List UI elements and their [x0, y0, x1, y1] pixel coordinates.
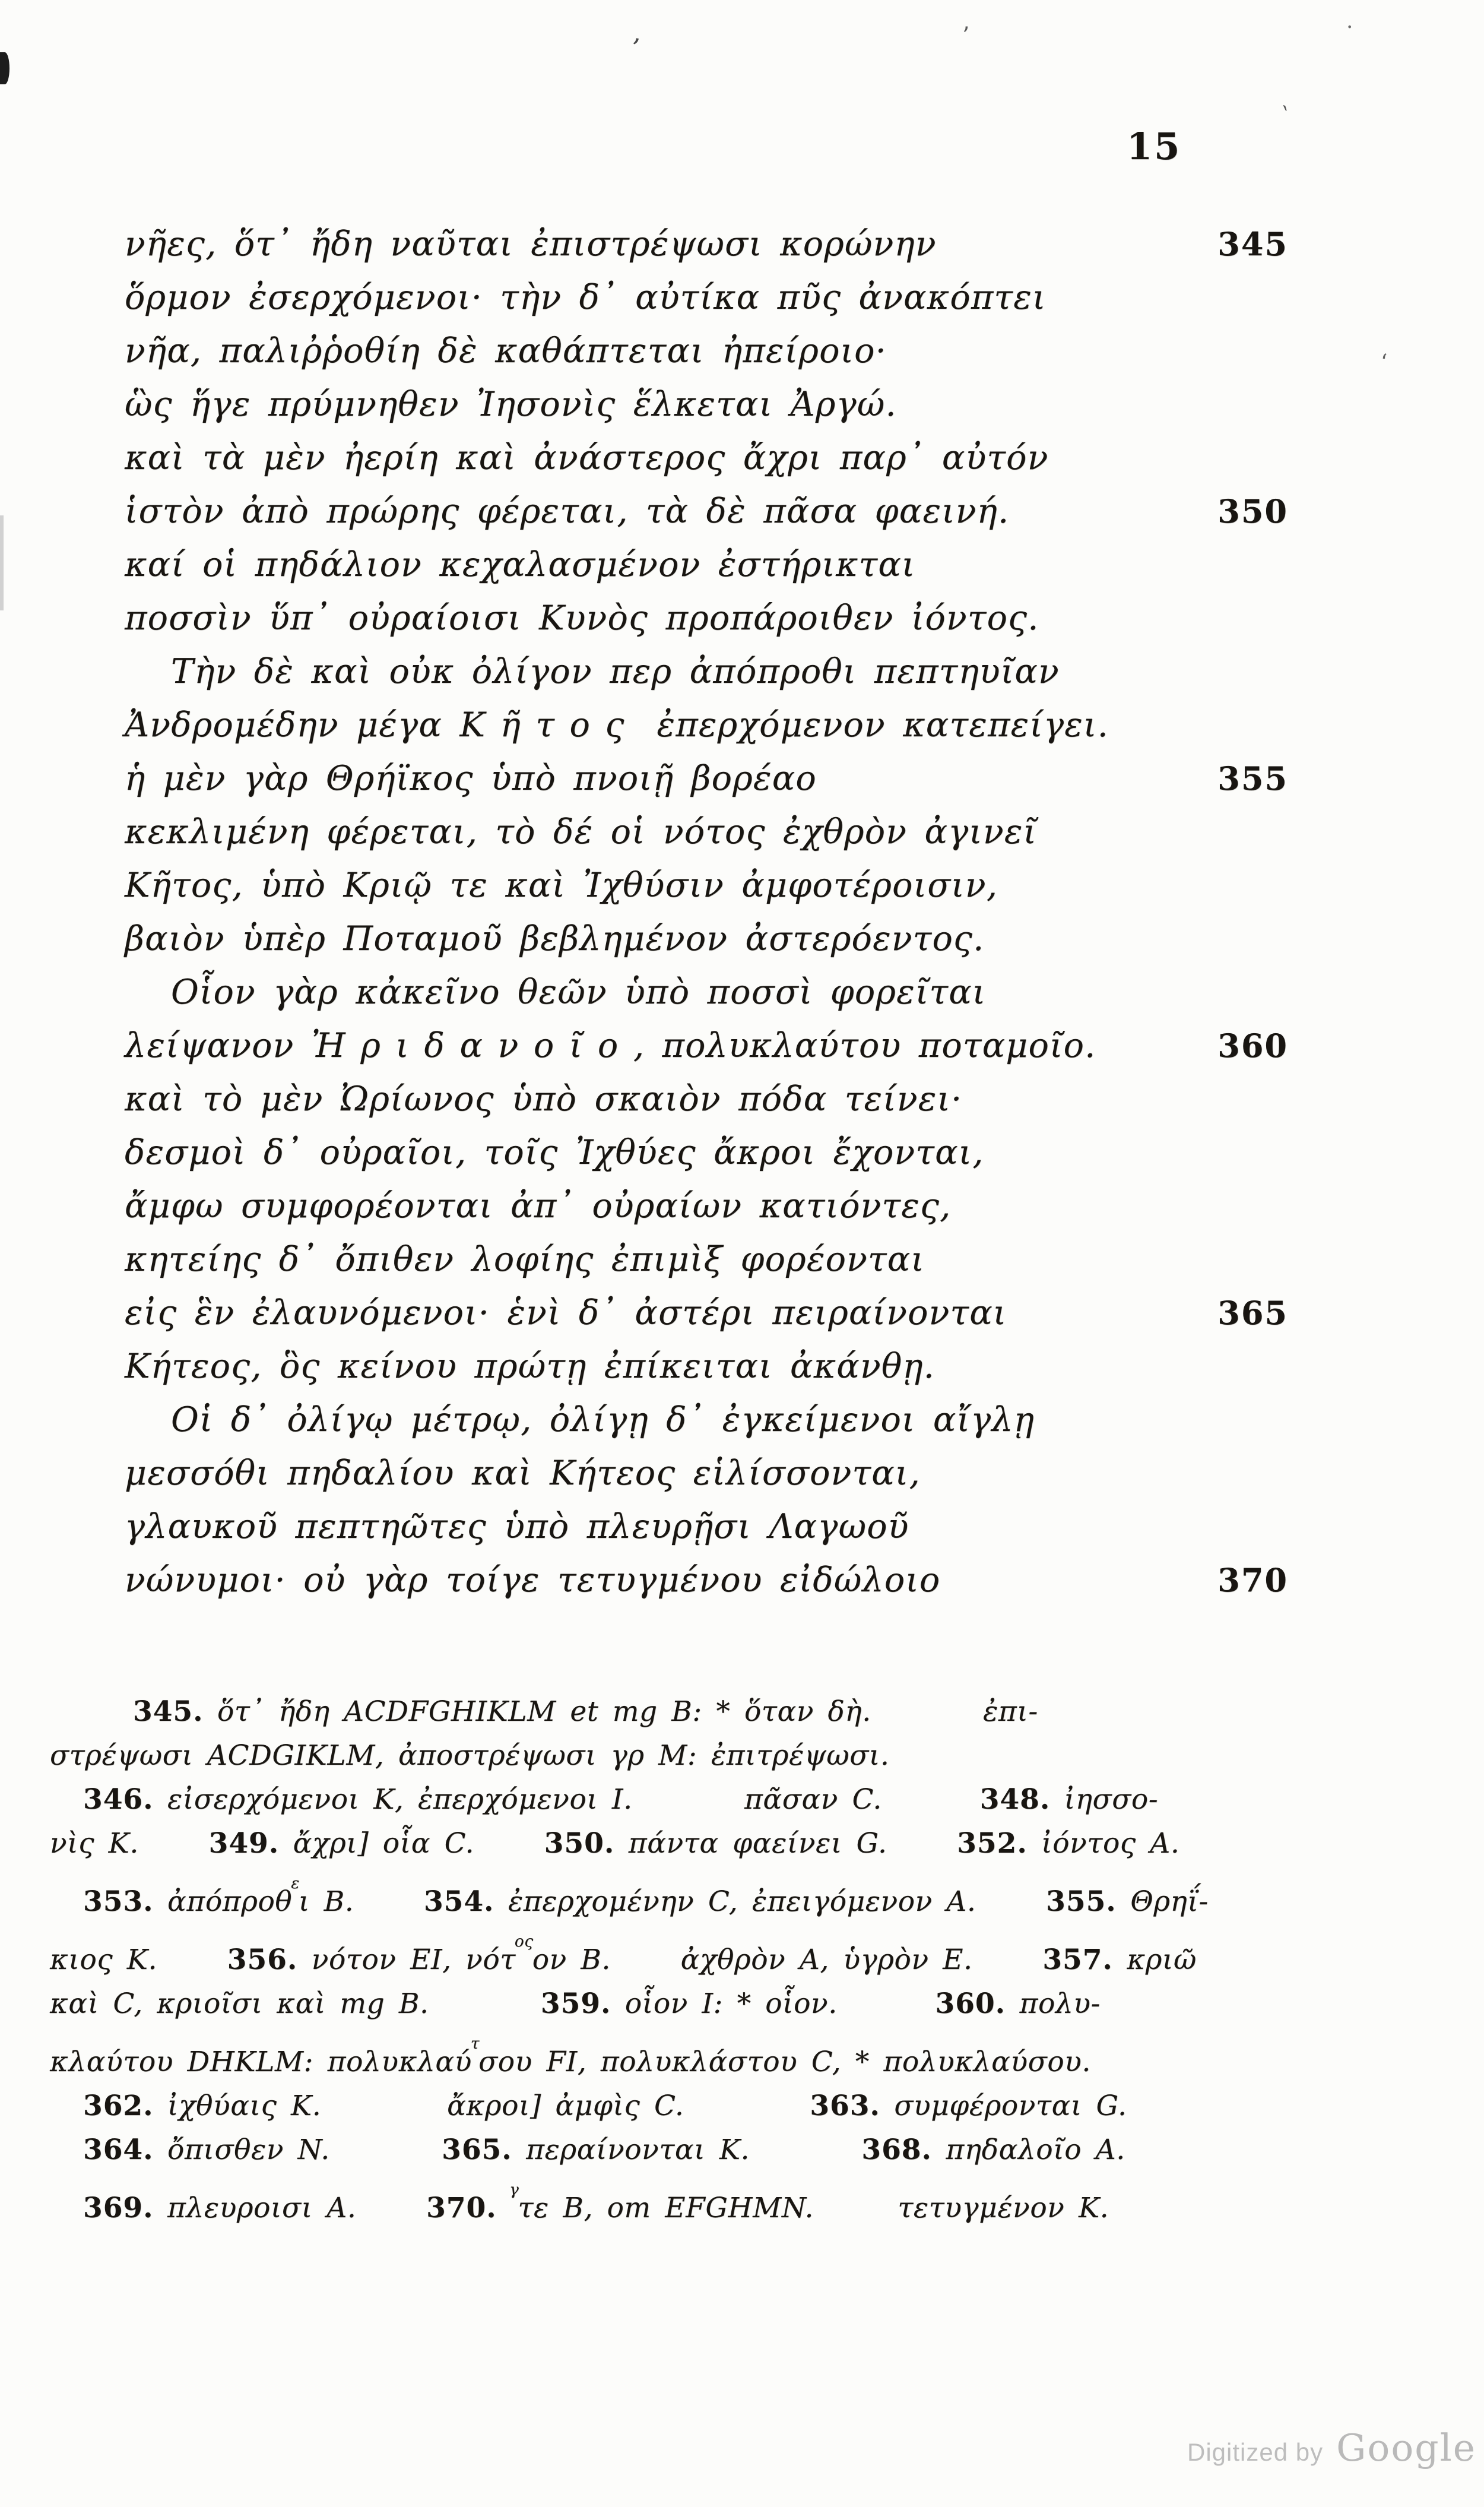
poem-line-text: ἱστὸν ἀπὸ πρώρης φέρεται, τὰ δὲ πᾶσα φαεινή. — [125, 492, 1010, 531]
poem-line — [125, 538, 1288, 591]
poem-line — [125, 645, 1288, 698]
poem-line — [125, 805, 1288, 859]
poem-line-text: νῆες, ὅτ᾽ ἤδη ναῦται ἐπιστρέψωσι κορώνην — [125, 224, 937, 264]
apparatus-line: κιος K. 356. νότον EI, νότ$^{o\varsigma}$ον B. ἀχθρὸν A, ὑγρὸν E. 357. κριῶ — [50, 1933, 1197, 1976]
scan-edge-streak — [0, 515, 4, 610]
poem-line — [125, 1340, 1288, 1393]
poem-line — [125, 271, 1288, 324]
poem-line-text: γλαυκοῦ πεπτηῶτες ὑπὸ πλευρῇσι Λαγωοῦ — [125, 1507, 909, 1546]
poem-line — [125, 966, 1288, 1019]
poem-line — [125, 217, 1288, 271]
poem-line-text: ὅρμον ἐσερχόμενοι· τὴν δ᾽ αὐτίκα πῦς ἀνακόπτει — [125, 278, 1047, 317]
line-number: 360 — [1217, 1027, 1288, 1065]
apparatus-line: κλαύτου DHKLM: πολυκλαύ$^\tau$σου FI, πολυκλάστου C, * πολυκλαύσου. — [50, 2035, 1091, 2078]
poem-line-text: καὶ τὸ μὲν Ὠρίωνος ὑπὸ σκαιὸν πόδα τείνει· — [125, 1080, 963, 1119]
apparatus-line: 362. ἰχθύαις K. ἄκροι] ἀμφὶς C. 363. συμφέρονται G. — [83, 2090, 1127, 2122]
apparatus-line: 369. πλευροισι A. 370. $^\gamma$τε B, om EFGHMN. τετυγμένον K. — [83, 2181, 1109, 2224]
poem-line — [125, 1019, 1288, 1072]
poem-line — [125, 1072, 1288, 1126]
line-number: 345 — [1217, 225, 1288, 263]
scan-artifact: ʼ — [962, 23, 969, 49]
watermark-prefix: Digitized by — [1187, 2438, 1324, 2466]
apparatus-line: 345. ὅτ᾽ ἤδη ACDFGHIKLM et mg B: * ὅταν δὴ. ἐπι- — [133, 1695, 1038, 1728]
poem-line — [125, 1286, 1288, 1340]
line-number: 370 — [1217, 1561, 1288, 1599]
poem-line — [125, 1446, 1288, 1500]
poem-line — [125, 1500, 1288, 1553]
poem-line-text: Κῆτος, ὑπὸ Κριῷ τε καὶ Ἰχθύσιν ἀμφοτέροισιν, — [125, 866, 998, 905]
google-watermark — [1187, 2426, 1476, 2470]
poem-line — [125, 752, 1288, 805]
apparatus-line: καὶ C, κριοῖσι καὶ mg B. 359. οἷον I: * οἷον. 360. πολυ- — [50, 1987, 1101, 2020]
poem-line-text: ὣς ἥγε πρύμνηθεν Ἰησονὶς ἕλκεται Ἀργώ. — [125, 385, 897, 424]
line-number: 350 — [1217, 492, 1288, 530]
poem-line-text: καί οἱ πηδάλιον κεχαλασμένον ἐστήρικται — [125, 545, 916, 584]
scan-artifact: ’ — [627, 33, 642, 64]
poem-line — [125, 485, 1288, 538]
scan-artifact: ‘ — [1381, 350, 1388, 375]
poem-line-text: δεσμοὶ δ᾽ οὐραῖοι, τοῖς Ἰχθύες ἄκροι ἔχονται, — [125, 1133, 984, 1172]
poem-line — [125, 912, 1288, 966]
poem-line-text: νώνυμοι· οὐ γὰρ τοίγε τετυγμένου εἰδώλοιο — [125, 1560, 941, 1600]
poem-line — [125, 378, 1288, 431]
poem-line — [125, 1553, 1288, 1607]
poem-line-text: νῆα, παλιῤῥοθίη δὲ καθάπτεται ἠπείροιο· — [125, 331, 887, 371]
poem-line-text: μεσσόθι πηδαλίου καὶ Κήτεος εἱλίσσονται, — [125, 1454, 921, 1493]
line-number: 365 — [1217, 1294, 1288, 1332]
apparatus-line: νὶς K. 349. ἄχρι] οἷα C. 350. πάντα φαείνει G. 352. ἰόντος A. — [50, 1827, 1180, 1860]
poem-line — [125, 1233, 1288, 1286]
poem-line — [125, 1179, 1288, 1233]
poem-line-text: Κήτεος, ὃς κείνου πρώτῃ ἐπίκειται ἀκάνθῃ. — [125, 1347, 936, 1386]
poem-line — [125, 1393, 1288, 1446]
poem-line-text: βαιὸν ὑπὲρ Ποταμοῦ βεβλημένον ἀστερόεντος. — [125, 919, 985, 958]
poem-line-text: καὶ τὰ μὲν ἠερίη καὶ ἀνάστερος ἄχρι παρ᾽ αὐτόν — [125, 438, 1049, 477]
scan-artifact: ` — [1273, 102, 1293, 132]
poem-line-text: κεκλιμένη φέρεται, τὸ δέ οἱ νότος ἐχθρὸν ἀγινεῖ — [125, 812, 1038, 852]
line-number: 355 — [1217, 759, 1288, 797]
poem-line-text: κητείης δ᾽ ὄπιθεν λοφίης ἐπιμὶξ φορέονται — [125, 1240, 925, 1279]
poem-line-text: ποσσὶν ὕπ᾽ οὐραίοισι Κυνὸς προπάροιθεν ἰόντος. — [125, 599, 1039, 638]
poem-line — [125, 698, 1288, 752]
scan-blemish — [0, 52, 9, 84]
poem-line-text: Τὴν δὲ καὶ οὐκ ὀλίγον περ ἀπόπροθι πεπτηυῖαν — [171, 652, 1060, 691]
page-number: 15 — [1127, 125, 1182, 168]
apparatus-line: 346. εἰσερχόμενοι K, ἐπερχόμενοι I. πᾶσαν C. 348. ἰησσο- — [83, 1783, 1159, 1816]
poem-line-text: Οἱ δ᾽ ὀλίγῳ μέτρῳ, ὀλίγῃ δ᾽ ἐγκείμενοι αἴγλῃ — [171, 1400, 1035, 1439]
poem-line — [125, 431, 1288, 485]
apparatus-line: στρέψωσι ACDGIKLM, ἀποστρέψωσι γρ M: ἐπιτρέψωσι. — [50, 1739, 890, 1772]
poem-line — [125, 859, 1288, 912]
poem-line — [125, 591, 1288, 645]
poem-block — [125, 217, 1288, 1607]
poem-line-text: Ἀνδρομέδην μέγα Κῆτος ἐπερχόμενον κατεπείγει. — [125, 705, 1109, 745]
poem-line-text: ἡ μὲν γὰρ Θρήϊκος ὑπὸ πνοιῇ βορέαο — [125, 759, 817, 798]
poem-line — [125, 1126, 1288, 1179]
poem-line-text: ἄμφω συμφορέονται ἀπ᾽ οὐραίων κατιόντες, — [125, 1186, 952, 1226]
poem-line — [125, 324, 1288, 378]
poem-line-text: Οἷον γὰρ κἀκεῖνο θεῶν ὑπὸ ποσσὶ φορεῖται — [171, 973, 987, 1012]
poem-line-text: λείψανον Ἠριδανοῖο, πολυκλαύτου ποταμοῖο. — [125, 1026, 1096, 1065]
poem-line-text: εἰς ἓν ἐλαυνόμενοι· ἑνὶ δ᾽ ἀστέρι πειραίνονται — [125, 1293, 1007, 1332]
apparatus-criticus — [50, 1690, 1451, 2230]
google-logo: Google — [1336, 2426, 1477, 2470]
apparatus-line: 364. ὄπισθεν N. 365. περαίνονται K. 368. πηδαλοῖο A. — [83, 2134, 1125, 2166]
apparatus-line: 353. ἀπόπροθ$^\varepsilon$ι B. 354. ἐπερχομένην C, ἐπειγόμενον A. 355. Θρηΐ- — [83, 1875, 1209, 1918]
scan-artifact: · — [1346, 15, 1353, 40]
